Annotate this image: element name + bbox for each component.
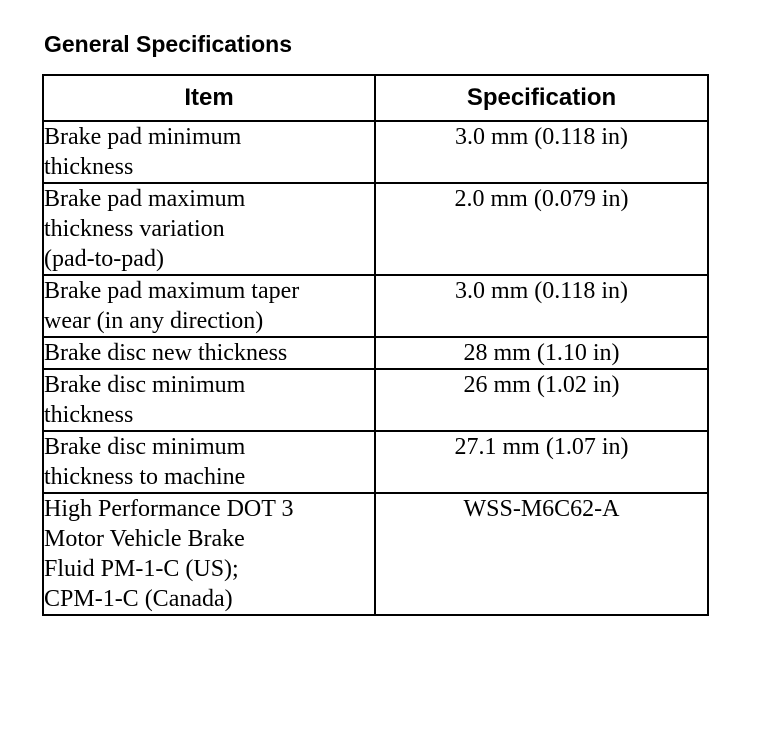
page-title: General Specifications <box>44 31 292 57</box>
specification-cell: 3.0 mm (0.118 in) <box>375 121 708 183</box>
table-row <box>43 275 708 337</box>
specification-cell: WSS-M6C62-A <box>375 493 708 615</box>
item-cell: Brake pad maximum thickness variation (pad-to-pad) <box>43 183 375 275</box>
specification-cell: 2.0 mm (0.079 in) <box>375 183 708 275</box>
specification-cell: 28 mm (1.10 in) <box>375 337 708 369</box>
item-cell: Brake pad minimum thickness <box>43 121 375 183</box>
table-row <box>43 493 708 615</box>
table-row <box>43 183 708 275</box>
specifications-table <box>42 74 709 616</box>
item-cell: Brake disc new thickness <box>43 337 375 369</box>
table-row <box>43 431 708 493</box>
specification-cell: 27.1 mm (1.07 in) <box>375 431 708 493</box>
item-cell: Brake disc minimum thickness <box>43 369 375 431</box>
table-row <box>43 337 708 369</box>
column-header-item: Item <box>43 75 375 121</box>
table-row <box>43 121 708 183</box>
item-cell: Brake disc minimum thickness to machine <box>43 431 375 493</box>
specification-cell: 3.0 mm (0.118 in) <box>375 275 708 337</box>
specification-cell: 26 mm (1.02 in) <box>375 369 708 431</box>
item-cell: High Performance DOT 3 Motor Vehicle Brake Fluid PM-1-C (US); CPM-1-C (Canada) <box>43 493 375 615</box>
column-header-specification: Specification <box>375 75 708 121</box>
item-cell: Brake pad maximum taper wear (in any direction) <box>43 275 375 337</box>
table-header-row <box>43 75 708 121</box>
table-row <box>43 369 708 431</box>
